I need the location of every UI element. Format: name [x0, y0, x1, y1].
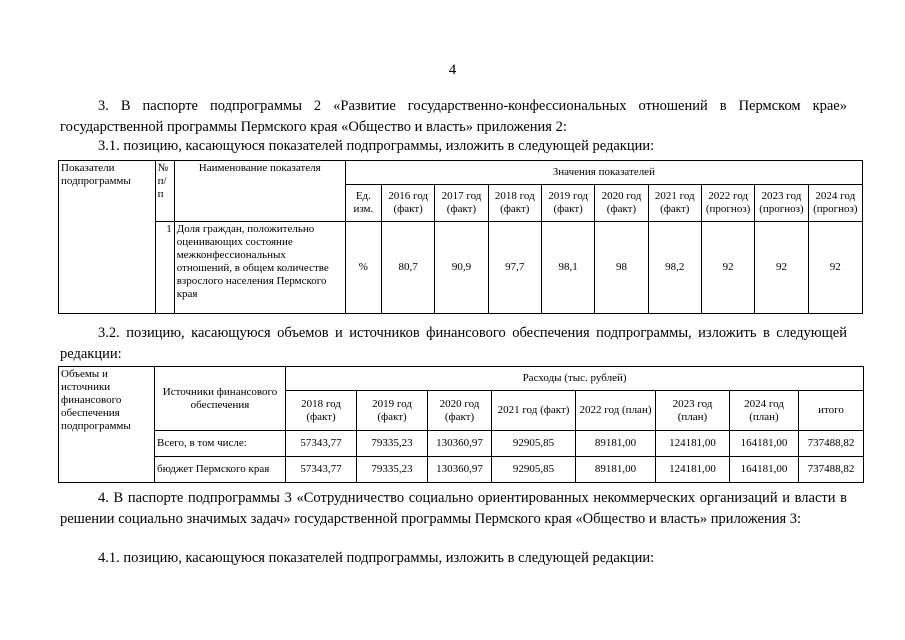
expenses-header: Расходы (тыс. рублей)	[286, 367, 864, 391]
year-header: 2016 год (факт)	[381, 185, 434, 222]
year-header: 2017 год (факт)	[435, 185, 488, 222]
value-cell: 124181,00	[656, 431, 730, 457]
value-cell: 90,9	[435, 222, 488, 314]
paragraph-4-text: 4. В паспорте подпрограммы 3 «Сотрудничество социально ориентированных некоммерческих организаций и власти в решении социально значимых задач» государственной программы Пермского края «Общество и власть» приложения 3:	[60, 490, 847, 527]
value-cell: 98,2	[648, 222, 701, 314]
year-header: 2018 год (факт)	[488, 185, 541, 222]
indicator-name: Доля граждан, положительно оценивающих состояние межконфессиональных отношений, в общем количестве взрослого населения Пермского края	[174, 222, 345, 314]
volumes-header: Объемы и источники финансового обеспечения подпрограммы	[59, 367, 155, 483]
year-header: 2020 год (факт)	[428, 391, 492, 431]
value-cell: 79335,23	[357, 457, 428, 483]
year-header: 2020 год (факт)	[595, 185, 648, 222]
financing-table	[58, 366, 864, 483]
value-cell: 97,7	[488, 222, 541, 314]
indicators-header: Показатели подпрограммы	[59, 161, 156, 314]
year-header: 2024 год (план)	[730, 391, 799, 431]
year-header: 2023 год (прогноз)	[755, 185, 808, 222]
indicator-name-header: Наименование показателя	[174, 161, 345, 222]
row-label: бюджет Пермского края	[155, 457, 286, 483]
value-cell: 80,7	[381, 222, 434, 314]
value-cell: 164181,00	[730, 457, 799, 483]
paragraph-3-2	[60, 323, 847, 364]
year-header: 2022 год (план)	[576, 391, 656, 431]
value-cell: 124181,00	[656, 457, 730, 483]
year-header: 2019 год (факт)	[541, 185, 594, 222]
value-cell: 92	[808, 222, 862, 314]
year-header: 2021 год (факт)	[648, 185, 701, 222]
page-number: 4	[448, 62, 457, 78]
table-row	[59, 457, 864, 483]
indicators-table	[58, 160, 863, 314]
table-row	[59, 431, 864, 457]
value-cell: 164181,00	[730, 431, 799, 457]
paragraph-4-1-text: 4.1. позицию, касающуюся показателей подпрограммы, изложить в следующей редакции:	[98, 550, 655, 566]
value-cell: 89181,00	[576, 457, 656, 483]
year-header: 2024 год (прогноз)	[808, 185, 862, 222]
year-header: 2019 год (факт)	[357, 391, 428, 431]
number-header: № п/п	[155, 161, 174, 222]
paragraph-4	[60, 488, 847, 529]
paragraph-3-2-text: 3.2. позицию, касающуюся объемов и источников финансового обеспечения подпрограммы, изложить в следующей редакции:	[60, 325, 847, 362]
year-header: 2018 год (факт)	[286, 391, 357, 431]
value-cell: 57343,77	[286, 431, 357, 457]
row-label: Всего, в том числе:	[155, 431, 286, 457]
value-cell: 92905,85	[492, 431, 576, 457]
value-cell: 737488,82	[799, 457, 864, 483]
unit-header: Ед. изм.	[345, 185, 381, 222]
total-header: итого	[799, 391, 864, 431]
value-cell: 130360,97	[428, 457, 492, 483]
values-header: Значения показателей	[345, 161, 862, 185]
value-cell: 79335,23	[357, 431, 428, 457]
value-cell: 92	[701, 222, 754, 314]
value-cell: 98	[595, 222, 648, 314]
paragraph-3-1-text: 3.1. позицию, касающуюся показателей подпрограммы, изложить в следующей редакции:	[98, 138, 655, 154]
year-header: 2021 год (факт)	[492, 391, 576, 431]
value-cell: 57343,77	[286, 457, 357, 483]
year-header: 2022 год (прогноз)	[701, 185, 754, 222]
paragraph-3-1	[60, 136, 847, 157]
value-cell: 92	[755, 222, 808, 314]
sources-header: Источники финансового обеспечения	[155, 367, 286, 431]
table-row	[59, 222, 863, 314]
value-cell: 89181,00	[576, 431, 656, 457]
value-cell: 98,1	[541, 222, 594, 314]
paragraph-3	[60, 96, 847, 137]
row-number: 1	[155, 222, 174, 314]
value-cell: 92905,85	[492, 457, 576, 483]
value-cell: 130360,97	[428, 431, 492, 457]
year-header: 2023 год (план)	[656, 391, 730, 431]
unit-value: %	[345, 222, 381, 314]
value-cell: 737488,82	[799, 431, 864, 457]
paragraph-3-text: 3. В паспорте подпрограммы 2 «Развитие государственно-конфессиональных отношений в Пермском крае» государственной программы Пермского края «Общество и власть» приложения 2:	[60, 98, 847, 135]
paragraph-4-1	[60, 548, 847, 569]
